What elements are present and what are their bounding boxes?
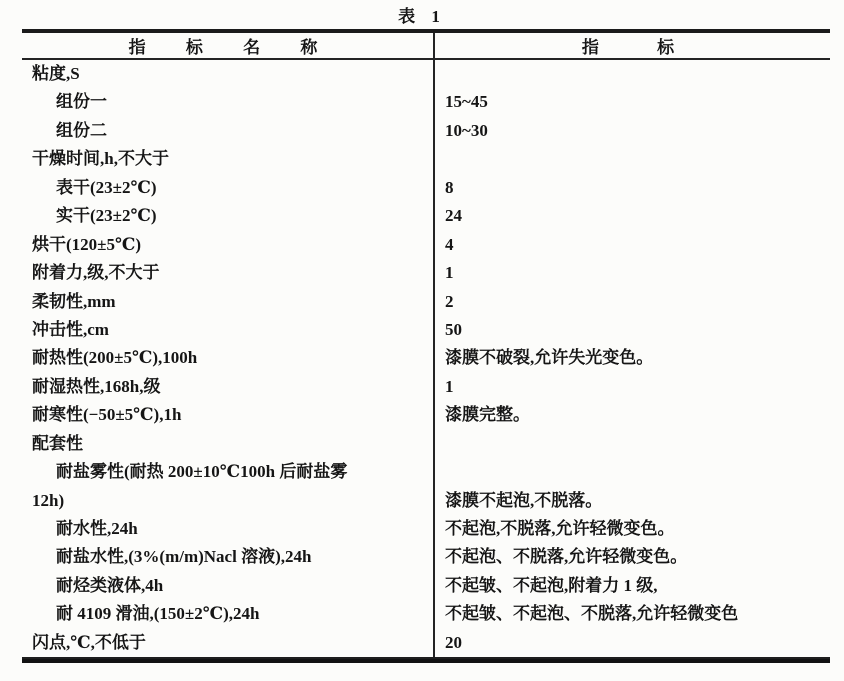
row-name: 表干(23±2℃): [56, 177, 157, 197]
table-row: [22, 316, 830, 344]
row-name: 烘干(120±5℃): [32, 234, 142, 254]
row-value: 不起泡、不脱落,允许轻微变色。: [433, 543, 830, 571]
row-value: 8: [433, 174, 830, 202]
row-value: 2: [433, 288, 830, 316]
table-row: [22, 344, 830, 372]
table-row: [22, 117, 830, 145]
row-name: 耐热性(200±5℃),100h: [32, 348, 198, 368]
table-header-row: [22, 33, 830, 60]
table-row: [22, 572, 830, 600]
table-row: [22, 458, 830, 486]
row-name: 12h): [32, 490, 65, 510]
table-row: [22, 60, 830, 88]
row-name: 耐烃类液体,4h: [56, 575, 164, 595]
row-value: [433, 60, 830, 88]
row-value: [433, 430, 830, 458]
row-name: 耐水性,24h: [56, 519, 138, 538]
row-name: 配套性: [32, 433, 83, 453]
row-value: 1: [433, 373, 830, 401]
row-value: 50: [433, 316, 830, 344]
table-row: [22, 174, 830, 202]
row-name: 耐盐雾性(耐热 200±10℃100h 后耐盐雾: [56, 462, 348, 482]
row-value: 24: [433, 202, 830, 230]
row-name: 组份一: [56, 92, 107, 112]
table-row: [22, 515, 830, 543]
table-row: [22, 629, 830, 657]
table-row: [22, 430, 830, 458]
row-value: [433, 458, 830, 486]
table-row: [22, 543, 830, 571]
row-name: 耐寒性(−50±5℃),1h: [32, 405, 182, 425]
row-name: 组份二: [56, 120, 107, 140]
row-value: 漆膜完整。: [433, 401, 830, 429]
row-name: 耐 4109 滑油,(150±2℃),24h: [56, 604, 260, 624]
row-value: 15~45: [433, 88, 830, 116]
row-name: 柔韧性,mm: [32, 291, 116, 311]
row-value: 不起皱、不起泡、不脱落,允许轻微变色: [433, 600, 830, 628]
row-name: 干燥时间,h,不大于: [32, 149, 169, 169]
table-row: [22, 373, 830, 401]
table-row: [22, 401, 830, 429]
table-row: [22, 288, 830, 316]
column-header-name: 指 标 名 称: [128, 38, 327, 57]
column-header-value: 指 标: [433, 33, 830, 58]
table-row: [22, 202, 830, 230]
row-value: [433, 145, 830, 173]
row-name: 附着力,级,不大于: [32, 263, 160, 283]
row-value: 不起皱、不起泡,附着力 1 级,: [433, 572, 830, 600]
row-value: 漆膜不起泡,不脱落。: [433, 487, 830, 515]
table-body: [22, 60, 830, 657]
table-row: [22, 145, 830, 173]
table-row: [22, 88, 830, 116]
row-value: 不起泡,不脱落,允许轻微变色。: [433, 515, 830, 543]
row-value: 20: [433, 629, 830, 657]
row-name: 实干(23±2℃): [56, 206, 157, 226]
table-row: [22, 487, 830, 515]
row-name: 冲击性,cm: [32, 319, 109, 339]
row-name: 耐湿热性,168h,级: [32, 376, 161, 396]
table-row: [22, 231, 830, 259]
row-name: 闪点,℃,不低于: [32, 632, 146, 652]
table-row: [22, 259, 830, 287]
row-value: 漆膜不破裂,允许失光变色。: [433, 344, 830, 372]
row-value: 1: [433, 259, 830, 287]
row-value: 10~30: [433, 117, 830, 145]
spec-table: [22, 29, 830, 663]
table-bottom-rule: [22, 657, 830, 663]
row-name: 耐盐水性,(3%(m/m)Nacl 溶液),24h: [56, 547, 312, 567]
table-row: [22, 600, 830, 628]
table-title: 表 1: [398, 7, 446, 26]
row-value: 4: [433, 231, 830, 259]
row-name: 粘度,S: [32, 64, 80, 83]
